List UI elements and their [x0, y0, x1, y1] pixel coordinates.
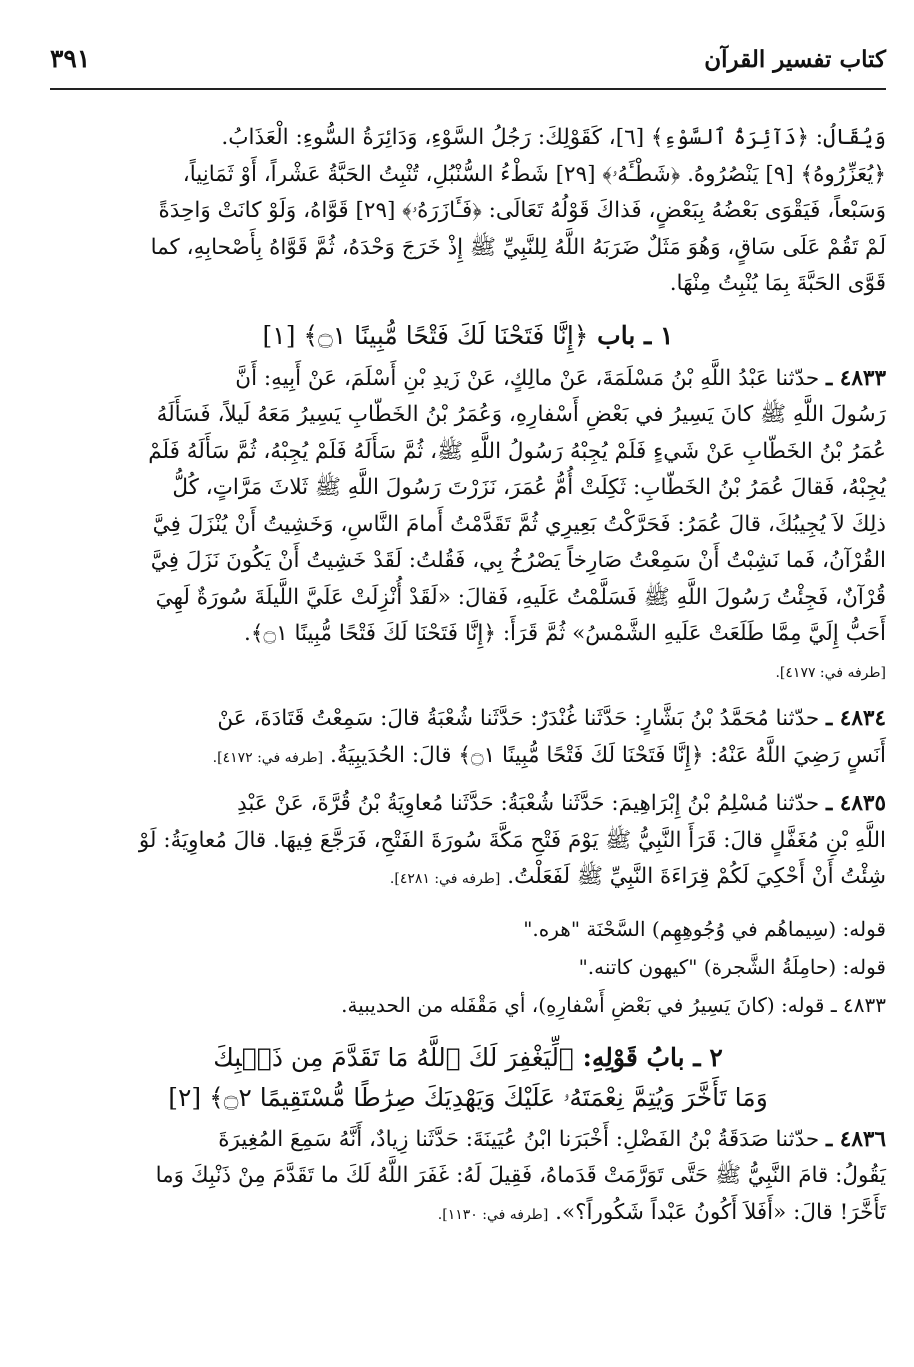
text-line: أَنَسٍ رَضِيَ اللَّهُ عَنْهُ: ﴿إِنَّا فَتَحْنَا لَكَ فَتْحًا مُّبِينًا ۝١﴾ قالَ: الحُدَيبِيَةُ. [طرفه في: ٤١٧٢]. — [212, 742, 886, 768]
text-line — [50, 653, 886, 692]
chapter-verse: ﴿إِنَّا فَتَحْنَا لَكَ فَتْحًا مُّبِينًا ۝١﴾ [١] — [262, 320, 589, 350]
text-line: يُجِبْهُ، فَقالَ عُمَرُ بْنُ الخَطّابِ: ثَكِلَتْ أُمُّ عُمَرَ، نَزَرْتَ رَسُولَ اللَّهِ ﷺ ثَلاثَ مَرَّاتٍ، كُلُّ — [172, 475, 886, 500]
chapter-heading-line — [50, 1038, 886, 1078]
hadith-4836 — [50, 1122, 886, 1234]
chapter-verse: ﴿لِّيَغْفِرَ لَكَ ٱللَّهُ مَا تَقَدَّمَ مِن ذَنۢبِكَ — [213, 1042, 574, 1072]
text-line: قُرْآنٌ، فَجِئْتُ رَسُولَ اللَّهِ ﷺ فَسَلَّمْتُ عَلَيهِ، فَقالَ: «لَقَدْ أُنْزِلَتْ عَلَيَّ اللَّيلَةَ سُورَةٌ لَهِيَ — [155, 584, 886, 610]
text-line: قَوَّى الحَبَّةَ بِمَا يُنْبِتُ مِنْهَا. — [669, 271, 886, 296]
chapter-number: ٢ ـ بابُ قَوْلِهِ: — [582, 1042, 723, 1072]
text-line: ذلِكَ لاَ يُجِيبُكَ، قالَ عُمَرُ: فَحَرَّكْتُ بَعِيرِي ثُمَّ تَقَدَّمْتُ أَمامَ النَّاسِ، وَخَشِيتُ أَنْ يُنْزَلَ فِيَّ — [152, 511, 886, 537]
text-line: أَحَبُّ إِلَيَّ مِمَّا طَلَعَتْ عَلَيهِ الشَّمْسُ» ثُمَّ قَرَأَ: ﴿إِنَّا فَتَحْنَا لَكَ فَتْحًا مُّبِينًا ۝١﴾. — [244, 621, 886, 646]
hadith-number: ٤٨٣٦ ـ — [826, 1126, 886, 1152]
hadith-number: ٤٨٣٣ ـ — [826, 365, 886, 391]
text-line: ٤٨٣٣ ـ حدّثنا عَبْدُ اللَّهِ بْنُ مَسْلَمَةَ، عَنْ مالِكٍ، عَنْ زَيدِ بْنِ أَسْلَمَ، عَنْ أَبِيهِ: أَنَّ — [235, 365, 886, 391]
chapter-number: ١ ـ باب — [597, 320, 674, 350]
book-title: كتاب تفسير القرآن — [704, 46, 886, 73]
cross-reference: [طرفه في: ٤١٧٧]. — [775, 664, 886, 681]
hadith-4834 — [50, 701, 886, 776]
text-line: رَسُولَ اللَّهِ ﷺ كانَ يَسِيرُ في بَعْضِ أَسْفارِهِ، وَعُمَرُ بْنُ الخَطّابِ يَسِيرُ مَعَهُ لَيلاً، فَسَأَلَهُ — [156, 402, 886, 427]
text-line: يَقُولُ: قامَ النَّبِيُّ ﷺ حَتَّى تَوَرَّمَتْ قَدَماهُ، فَقِيلَ لَهُ: غَفَرَ اللَّهُ لَكَ ما تَقَدَّمَ مِنْ ذَنْبِكَ وَما — [155, 1163, 886, 1188]
note-line: ٤٨٣٣ ـ قوله: (كانَ يَسِيرُ في بَعْضِ أَسْفارِهِ)، أي مَقْفَله من الحديبية. — [341, 992, 886, 1017]
hadith-4833 — [50, 361, 886, 692]
text-line: تَأَخَّرَ! قالَ: «أَفَلاَ أَكُونُ عَبْداً شَكُوراً؟». [طرفه في: ١١٣٠]. — [437, 1199, 886, 1225]
cross-reference: [طرفه في: ٤٢٨١]. — [389, 871, 501, 887]
text-line: ٤٨٣٦ ـ حدّثنا صَدَقَةُ بْنُ الفَضْلِ: أَخْبَرَنا ابْنُ عُيَينَةَ: حَدَّثَنا زِيادٌ، أَنَّهُ سَمِعَ المُغِيرَةَ — [218, 1126, 886, 1152]
cross-reference: [طرفه في: ١١٣٠]. — [437, 1206, 549, 1223]
text-line: لَمْ تَقُمْ عَلَى سَاقٍ، وَهُوَ مَثَلٌ ضَرَبَهُ اللَّهُ لِلنَّبِيِّ ﷺ إِذْ خَرَجَ وَحْدَهُ، ثُمَّ قَوَّاهُ بِأَصْحابِهِ، كما — [150, 234, 886, 260]
text-line: اللَّهِ بْنِ مُغَفَّلٍ قالَ: قَرَأَ النَّبِيُّ ﷺ يَوْمَ فَتْحِ مَكَّةَ سُورَةَ الفَتْحِ، فَرَجَّعَ فِيهَا. قالَ مُعاوِيَةُ: لَوْ — [138, 827, 886, 853]
note-line: قوله: (سِيماهُم في وُجُوهِهِم) السَّحْنَة "هره." — [523, 916, 886, 941]
cross-reference: [طرفه في: ٤١٧٢]. — [212, 749, 324, 766]
chapter-heading-1 — [50, 317, 886, 355]
text-line: ٤٨٣٥ ـ حدّثنا مُسْلِمُ بْنُ إِبْرَاهِيمَ: حَدَّثَنا شُعْبَةُ: حَدَّثَنا مُعاوِيَةُ بْنُ قُرَّةَ، عَنْ عَبْدِ — [237, 791, 886, 816]
text-line: وَسَبْعاً، فَيَقْوَى بَعْضُهُ بِبَعْضٍ، فَذاكَ قَوْلُهُ تَعَالَى: ﴿فَـَٔازَرَهُۥ﴾ [٢٩] قَوَّاهُ، وَلَوْ كانَتْ وَاحِدَةً — [158, 198, 886, 223]
text-line: القُرْآنُ، فَما نَشِبْتُ أَنْ سَمِعْتُ صَارِخاً يَصْرُخُ بِي، فَقُلتُ: لَقَدْ خَشِيتُ أَنْ يَكُونَ نَزَلَ فِيَّ — [150, 548, 886, 573]
commentary-notes — [50, 910, 886, 1024]
text-line: عُمَرُ بْنُ الخَطّابِ عَنْ شَيءٍ فَلَمْ يُجِبْهُ رَسُولُ اللَّهِ ﷺ، ثُمَّ سَأَلَهُ فَلَمْ يُجِبْهُ، ثُمَّ سَأَلَهُ فَلَمْ — [148, 438, 886, 464]
text-line: وَيُقَالُ: ﴿دَآئِرَةُ ٱلسَّوْءِ﴾ [٦]، كَقَوْلِكَ: رَجُلُ السَّوْءِ، وَدَائِرَةُ السُّوءِ: الْعَذَابُ. — [221, 125, 886, 150]
chapter-heading-2 — [50, 1038, 886, 1118]
page-number: ٣٩١ — [50, 44, 91, 73]
hadith-4835 — [50, 786, 886, 898]
page-header — [50, 44, 886, 90]
hadith-number: ٤٨٣٤ ـ — [826, 706, 886, 731]
text-line: شِئْتُ أَنْ أَحْكِيَ لَكُمْ قِرَاءَةَ النَّبِيِّ ﷺ لَفَعَلْتُ. [طرفه في: ٤٢٨١]. — [389, 864, 886, 889]
text-line: ٤٨٣٤ ـ حدّثنا مُحَمَّدُ بْنُ بَشَّارٍ: حَدَّثَنا غُنْدَرٌ: حَدَّثَنا شُعْبَةُ قالَ: سَمِعْتُ قَتَادَةَ، عَنْ — [217, 706, 886, 731]
chapter-verse-line: وَمَا تَأَخَّرَ وَيُتِمَّ نِعْمَتَهُۥ عَلَيْكَ وَيَهْدِيَكَ صِرَٰطًا مُّسْتَقِيمًا ۝٢﴾ [٢] — [168, 1082, 768, 1112]
text-line: ﴿يُعَزِّرُوهُ﴾ [٩] يَنْصُرُوهُ. ﴿شَطْـَٔهُۥ﴾ [٢٩] شَطْءُ السُّنْبُلِ، تُنْبِتُ الحَبَّةُ عَشْراً، أَوْ ثَمَانِياً، — [182, 161, 886, 187]
intro-paragraph — [50, 120, 886, 303]
book-page — [50, 44, 886, 1344]
note-line: قوله: (حامِلَةُ الشَّجرة) "كيهون كاتنه." — [578, 954, 886, 979]
hadith-number: ٤٨٣٥ ـ — [826, 791, 886, 816]
